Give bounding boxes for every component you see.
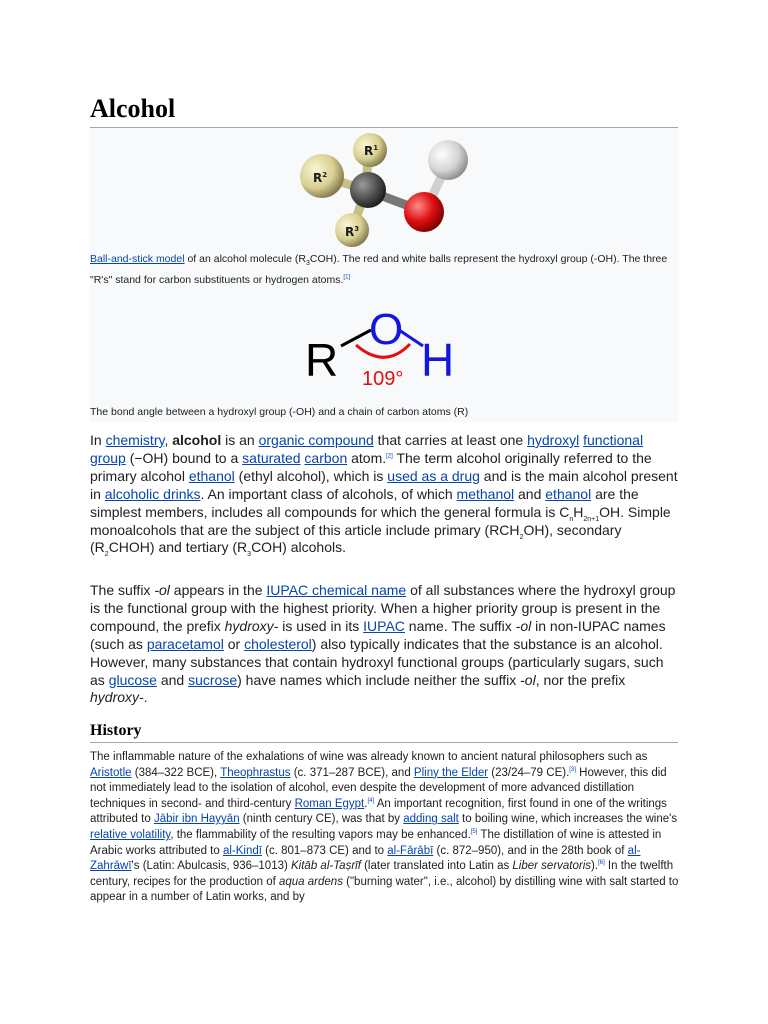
link-pliny-the-elder[interactable]: Pliny the Elder (413, 766, 489, 779)
link-relative-volatility[interactable]: relative volatility (90, 828, 171, 841)
oxygen-atom (404, 192, 444, 232)
link-paracetamol[interactable]: paracetamol (146, 635, 224, 652)
link-functional-group[interactable]: functional group (90, 432, 644, 466)
link-used-as-a-drug[interactable]: used as a drug (387, 467, 480, 484)
r2-label: $R^2$ (313, 171, 328, 185)
history-heading: History (90, 721, 678, 743)
link-glucose[interactable]: glucose (108, 671, 157, 688)
link-al-farabi[interactable]: al-Fārābī (387, 844, 434, 857)
link-theophrastus[interactable]: Theophrastus (220, 766, 291, 779)
carbon-atom (350, 172, 386, 208)
model-caption: Ball-and-stick model of an alcohol molecule $(R_3COH)$. The red and white balls represent the hydroxyl group (-OH). The three "R's" stand for carbon substituents or hydrogen atoms.[1] (90, 253, 668, 286)
link-ethanol[interactable]: ethanol (188, 467, 235, 484)
o-label: O (369, 305, 404, 354)
link-hydroxyl[interactable]: hydroxyl (527, 432, 580, 448)
link-al-zahrawi[interactable]: al-Zahrāwī (90, 844, 641, 873)
link-ethanol-2[interactable]: ethanol (545, 485, 592, 502)
link-cholesterol[interactable]: cholesterol (244, 635, 312, 652)
r1-label: $R^1$ (364, 144, 379, 158)
reference-6[interactable]: [6] (598, 860, 605, 867)
hydrogen-atom (428, 140, 468, 180)
r-label: R (305, 334, 339, 386)
ball-and-stick-model-link[interactable]: Ball-and-stick model (90, 253, 185, 265)
reference-5[interactable]: [5] (470, 829, 478, 836)
link-carbon[interactable]: carbon (304, 449, 348, 466)
link-alcoholic-drinks[interactable]: alcoholic drinks (104, 485, 201, 502)
link-methanol[interactable]: methanol (456, 485, 515, 502)
link-iupac[interactable]: IUPAC (363, 617, 405, 634)
angle-label: 109° (362, 368, 404, 390)
reference-2[interactable]: [2] (386, 453, 393, 460)
link-iupac-chemical-name[interactable]: IUPAC chemical name (266, 582, 407, 598)
link-organic-compound[interactable]: organic compound (258, 432, 374, 448)
link-saturated[interactable]: saturated (242, 449, 301, 466)
history-paragraph: The inflammable nature of the exhalations of wine was already known to ancient natural philosophers such as Aristotle (384–322 BCE), Theophrastus (c. 371–287 BCE), and Pliny the Elder (23/24–79 CE).[3] However, this did not immediately lead to the isolation of alcohol, even despite the development of more advanced distillation techniques in second- and third-century Roman Egypt.[4] An important recognition, first found in one of the writings attributed to Jābir ibn Hayyān (ninth century CE), was that by adding salt to boiling wine, which increases the wine's relative volatility, the flammability of the resulting vapors may be enhanced.[5] The distillation of wine is attested in Arabic works attributed to al-Kindī (c. 801–873 CE) and to al-Fārābī (c. 872–950), and in the 28th book of al-Zahrāwī's (Latin: Abulcasis, 936–1013) Kitāb al-Taṣrīf (later translated into Latin as Liber servatoris).[6] In the twelfth century, recipes for the production of aqua ardens ("burning water", i.e., alcohol) by distilling wine with salt started to appear in a number of Latin works, and by (90, 751, 679, 904)
reference-1[interactable]: [1] (343, 274, 351, 281)
ball-and-stick-model-image (298, 132, 488, 247)
intro-paragraph-2: The suffix -ol appears in the IUPAC chemical name of all substances where the hydroxyl group is the functional group with the highest priority. When a higher priority group is present in the compound, the prefix hydroxy- is used in its IUPAC name. The suffix -ol in non-IUPAC names (such as paracetamol or cholesterol) also typically indicates that the substance is an alcohol. However, many substances that contain hydroxyl functional groups (particularly sugars, such as glucose and sucrose) have names which include neither the suffix -ol, nor the prefix hydroxy-. (90, 582, 676, 706)
link-chemistry[interactable]: chemistry (105, 432, 165, 448)
link-adding-salt[interactable]: adding salt (403, 813, 459, 826)
link-roman-egypt[interactable]: Roman Egypt (294, 797, 365, 810)
link-al-kindi[interactable]: al-Kindī (222, 844, 262, 857)
link-aristotle[interactable]: Aristotle (90, 766, 132, 779)
h-label: H (421, 334, 455, 386)
bond-angle-diagram (305, 300, 465, 392)
intro-paragraph-1: In chemistry, alcohol is an organic compound that carries at least one hydroxyl functional group (−OH) bound to a saturated carbon atom.[2] The term alcohol originally referred to the primary alcohol ethanol (ethyl alcohol), which is used as a drug and is the main alcohol present in alcoholic drinks. An important class of alcohols, of which methanol and ethanol are the simplest members, includes all compounds for which the general formula is $C_nH_{2n+1}OH$. Simple monoalcohols that are the subject of this article include primary $(RCH_2OH)$, secondary $(R_2CHOH)$ and tertiary $(R_3COH)$ alcohols. (90, 432, 678, 559)
reference-4[interactable]: [4] (367, 797, 375, 804)
infobox (90, 128, 678, 422)
reference-3[interactable]: [3] (569, 766, 576, 773)
link-jabir-ibn-hayyan[interactable]: Jābir ibn Hayyān (153, 813, 240, 826)
link-sucrose[interactable]: sucrose (188, 671, 238, 688)
r3-label: $R^3$ (345, 225, 360, 239)
page-title: Alcohol (90, 93, 678, 128)
bond-angle-caption: The bond angle between a hydroxyl group (-OH) and a chain of carbon atoms (R) (90, 406, 469, 418)
